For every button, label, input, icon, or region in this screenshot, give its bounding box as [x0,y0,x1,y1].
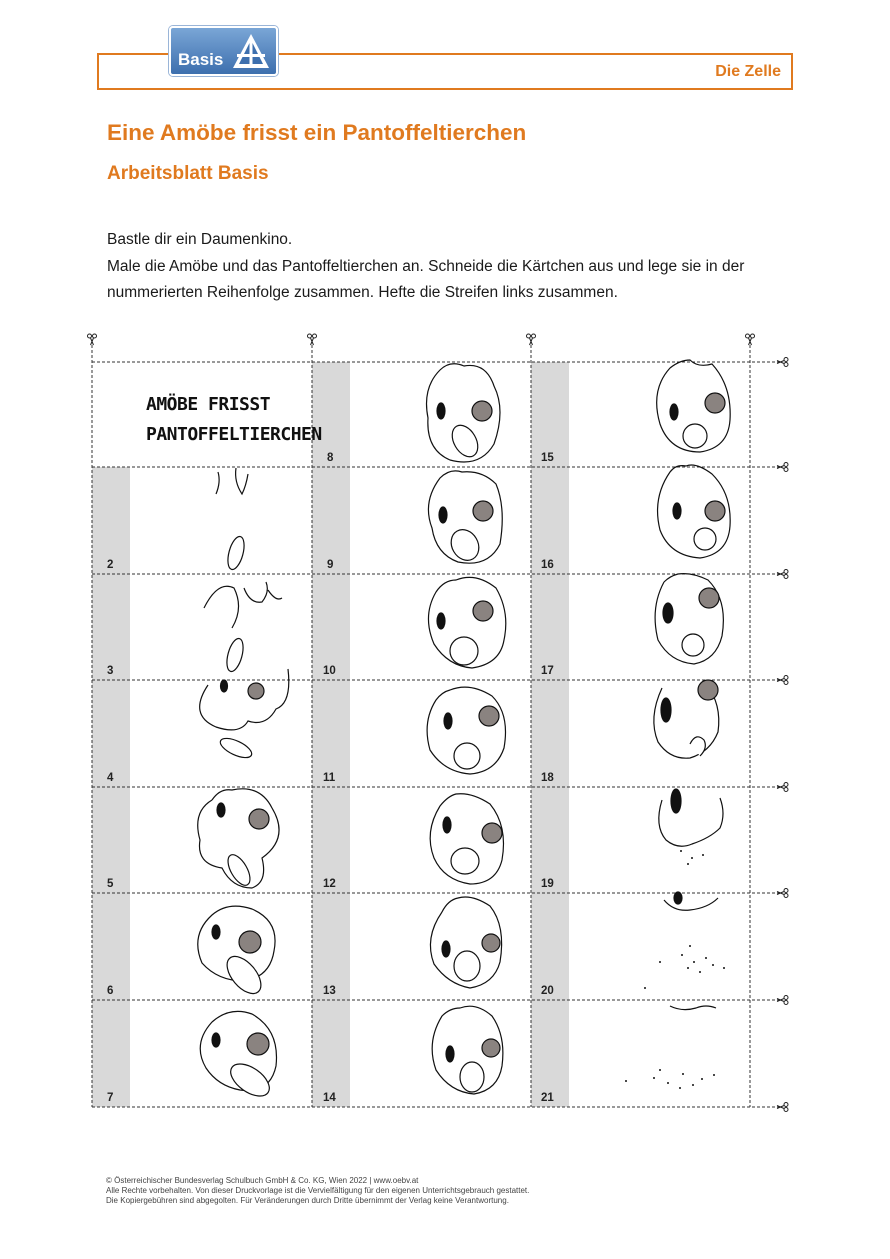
instruction-line: Bastle dir ein Daumenkino. [107,231,293,248]
scissors-icons [88,334,789,1112]
amoeba-drawings-col3 [654,360,730,1010]
card-number: 15 [541,452,554,464]
particle-dots [625,850,725,1089]
footer-line: © Österreichischer Bundesverlag Schulbuch GmbH & Co. KG, Wien 2022 | www.oebv.at [106,1176,419,1185]
card-number: 9 [327,559,334,571]
card-number: 21 [541,1092,554,1104]
card-number: 20 [541,985,554,997]
card-number: 18 [541,772,554,784]
flipbook-title [146,390,322,450]
card-number: 5 [107,878,114,890]
card-number: 7 [107,1092,114,1104]
card-number: 3 [107,665,114,677]
card-number: 4 [107,772,114,784]
flipbook-title-line: AMÖBE FRISST [146,394,271,415]
card-number: 14 [323,1092,336,1104]
footer-line: Alle Rechte vorbehalten. Von dieser Druckvorlage ist die Vervielfältigung für den eigenen Unterrichtsgebrauch gestattet. [106,1186,530,1195]
card-number: 16 [541,559,554,571]
page-title: Eine Amöbe frisst ein Pantoffeltierchen [107,120,527,145]
page-subtitle: Arbeitsblatt Basis [107,163,269,184]
section-title: Die Zelle [715,63,781,80]
card-number: 12 [323,878,336,890]
card-number: 10 [323,665,336,677]
card-number: 13 [323,985,336,997]
card-number: 19 [541,878,554,890]
amoeba-drawings-col2 [427,364,506,1094]
flipbook-title-line: PANTOFFELTIERCHEN [146,424,322,445]
card-number: 17 [541,665,554,677]
card-number: 8 [327,452,334,464]
instruction-line: nummerierten Reihenfolge zusammen. Hefte die Streifen links zusammen. [107,284,618,301]
footer [106,1176,529,1206]
logo-text: Basis [178,50,224,69]
cut-lines [92,340,782,1107]
card-number: 11 [323,772,336,784]
footer-line: Die Kopiergebühren sind abgegolten. Für Veränderungen durch Dritte übernimmt der Verlag keine Verantwortung. [106,1196,509,1205]
card-number: 6 [107,985,114,997]
instruction-line: Male die Amöbe und das Pantoffeltierchen an. Schneide die Kärtchen aus und lege sie in der [107,257,745,275]
card-number: 2 [107,559,114,571]
amoeba-drawings-col1 [198,468,289,1102]
